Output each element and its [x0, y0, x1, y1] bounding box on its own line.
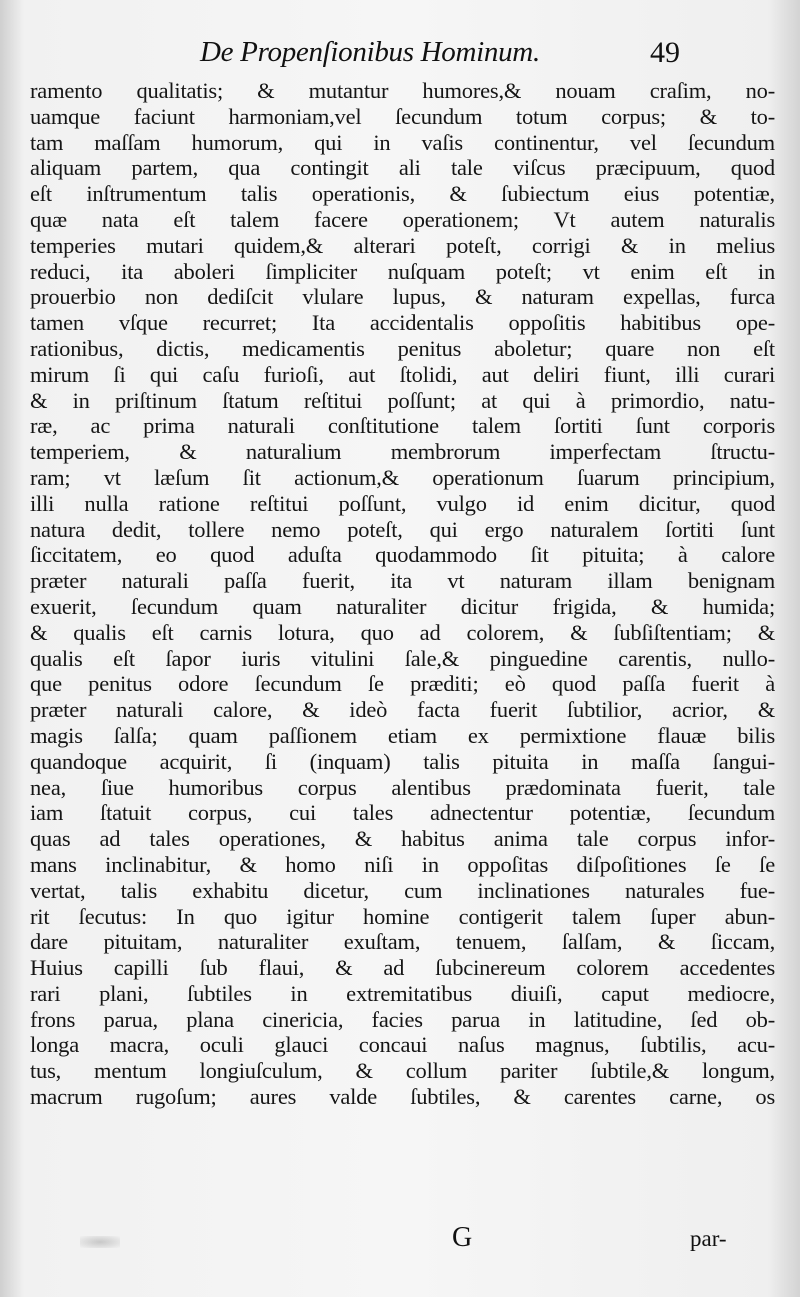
text-line: tam maſſam humorum, qui in vaſis continentur, vel ſecundum: [30, 129, 775, 155]
text-line: exuerit, ſecundum quam naturaliter dicitur frigida, & humida;: [30, 593, 775, 619]
text-line: ram; vt læſum ſit actionum,& operationum ſuarum principium,: [30, 464, 775, 490]
signature-mark: G: [452, 1222, 473, 1253]
text-line: & qualis eſt carnis lotura, quo ad colorem, & ſubſiſtentiam; &: [30, 619, 775, 645]
running-head: De Propenſionibus Hominum.: [200, 36, 540, 68]
ink-smudge: [80, 1236, 120, 1248]
text-line: quandoque acquirit, ſi (inquam) talis pituita in maſſa ſangui-: [30, 748, 775, 774]
text-line: ſiccitatem, eo quod aduſta quodammodo ſit pituita; à calore: [30, 542, 775, 568]
text-line: tus, mentum longiuſculum, & collum pariter ſubtile,& longum,: [30, 1058, 775, 1084]
text-line: rit ſecutus: In quo igitur homine contigerit talem ſuper abun-: [30, 903, 775, 929]
text-line: aliquam partem, qua contingit ali tale viſcus præcipuum, quod: [30, 155, 775, 181]
page-number: 49: [650, 36, 680, 69]
text-line: uamque faciunt harmoniam,vel ſecundum totum corpus; & to-: [30, 103, 775, 129]
text-line: præter naturali paſſa fuerit, ita vt naturam illam benignam: [30, 568, 775, 594]
text-line: natura dedit, tollere nemo poteſt, qui ergo naturalem ſortiti ſunt: [30, 516, 775, 542]
text-line: & in priſtinum ſtatum reſtitui poſſunt; at qui à primordio, natu-: [30, 387, 775, 413]
text-line: reduci, ita aboleri ſimpliciter nuſquam poteſt; vt enim eſt in: [30, 258, 775, 284]
text-line: vertat, talis exhabitu dicetur, cum inclinationes naturales fue-: [30, 877, 775, 903]
page-footer: [0, 1222, 800, 1262]
text-line: magis ſalſa; quam paſſionem etiam ex permixtione flauæ bilis: [30, 722, 775, 748]
text-line: que penitus odore ſecundum ſe præditi; eò quod paſſa fuerit à: [30, 671, 775, 697]
text-line: eſt inſtrumentum talis operationis, & ſubiectum eius potentiæ,: [30, 181, 775, 207]
text-line: temperiem, & naturalium membrorum imperfectam ſtructu-: [30, 439, 775, 465]
text-line: præter naturali calore, & ideò facta fuerit ſubtilior, acrior, &: [30, 697, 775, 723]
text-line: ræ, ac prima naturali conſtitutione talem ſortiti ſunt corporis: [30, 413, 775, 439]
text-line: nea, ſiue humoribus corpus alentibus prædominata fuerit, tale: [30, 774, 775, 800]
text-line: qualis eſt ſapor iuris vitulini ſale,& pinguedine carentis, nullo-: [30, 645, 775, 671]
text-line: frons parua, plana cinericia, facies parua in latitudine, ſed ob-: [30, 1006, 775, 1032]
body-text: [30, 78, 775, 1110]
text-line: ramento qualitatis; & mutantur humores,& nouam craſim, no-: [30, 78, 775, 103]
page-header: [0, 34, 800, 74]
text-line: illi nulla ratione reſtitui poſſunt, vulgo id enim dicitur, quod: [30, 490, 775, 516]
text-line: Huius capilli ſub flaui, & ad ſubcinereum colorem accedentes: [30, 955, 775, 981]
catchword: par-: [690, 1226, 727, 1251]
text-line: quæ nata eſt talem facere operationem; Vt autem naturalis: [30, 206, 775, 232]
text-line: rari plani, ſubtiles in extremitatibus diuiſi, caput mediocre,: [30, 980, 775, 1006]
text-line: dare pituitam, naturaliter exuſtam, tenuem, ſalſam, & ſiccam,: [30, 929, 775, 955]
text-line: mans inclinabitur, & homo niſi in oppoſitas diſpoſitiones ſe ſe: [30, 851, 775, 877]
text-line: rationibus, dictis, medicamentis penitus aboletur; quare non eſt: [30, 335, 775, 361]
text-line: quas ad tales operationes, & habitus anima tale corpus infor-: [30, 826, 775, 852]
text-line: prouerbio non dediſcit vlulare lupus, & naturam expellas, furca: [30, 284, 775, 310]
text-line: temperies mutari quidem,& alterari poteſt, corrigi & in melius: [30, 232, 775, 258]
text-line: tamen vſque recurret; Ita accidentalis oppoſitis habitibus ope-: [30, 310, 775, 336]
text-line: longa macra, oculi glauci concaui naſus magnus, ſubtilis, acu-: [30, 1032, 775, 1058]
text-line: mirum ſi qui caſu furioſi, aut ſtolidi, aut deliri fiunt, illi curari: [30, 361, 775, 387]
text-line: macrum rugoſum; aures valde ſubtiles, & carentes carne, os: [30, 1084, 775, 1110]
text-line: iam ſtatuit corpus, cui tales adnectentur potentiæ, ſecundum: [30, 800, 775, 826]
